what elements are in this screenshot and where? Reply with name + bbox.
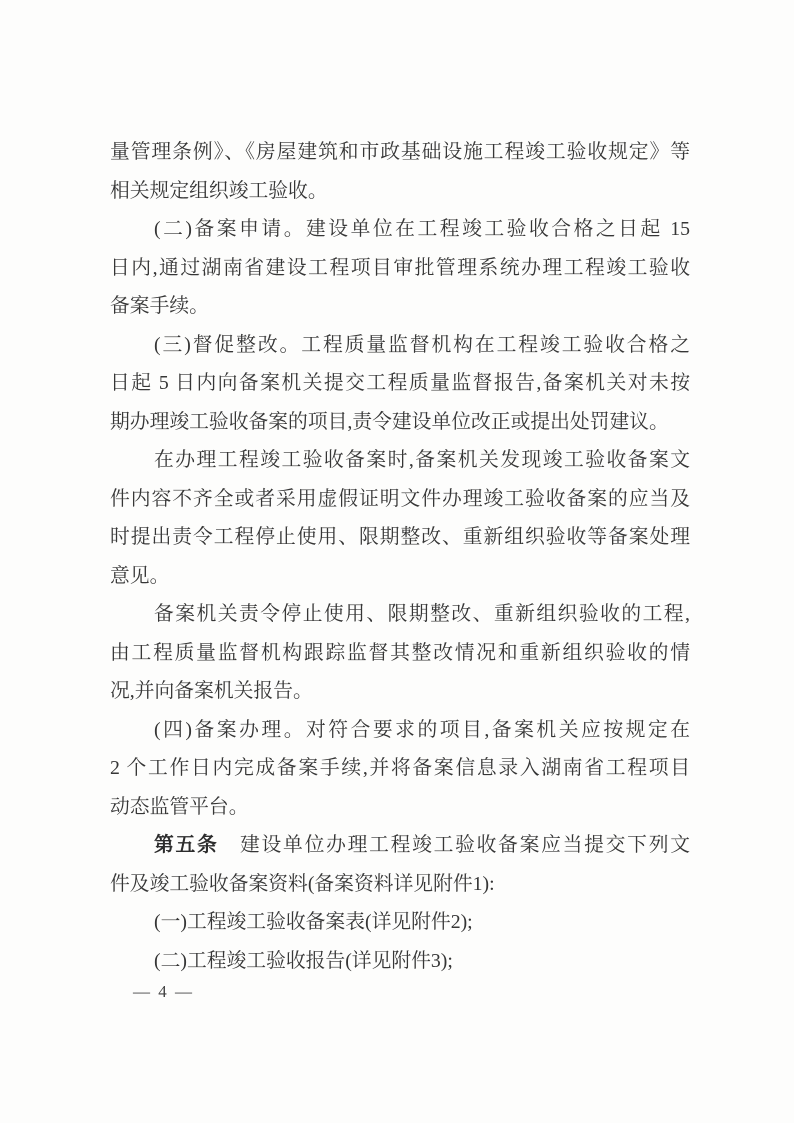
paragraph-body-1 [110,441,690,595]
paragraph-item-3 [110,326,690,442]
text-line: 在办理工程竣工验收备案时,备案机关发现竣工验收备案文 [154,449,690,471]
text-line: 备案手续。 [110,295,209,317]
article-number: 第五条 [154,834,219,856]
text-line: 件内容不齐全或者采用虚假证明文件办理竣工验收备案的应当及 [110,487,690,510]
text-line: 相关规定组织竣工验收。 [110,179,328,202]
text-line: 由工程质量监督机构跟踪监督其整改情况和重新组织验收的情 [110,641,690,664]
text-line: 况,并向备案机关报告。 [110,680,313,702]
text-line [110,826,690,865]
text-line: 件及竣工验收备案资料(备案资料详见附件1): [110,872,495,895]
paragraph-body-2 [110,595,690,711]
paragraph-attachment-1 [110,903,690,942]
text-line: (三)督促整改。工程质量监督机构在工程竣工验收合格之 [154,333,690,356]
paragraph-item-4 [110,711,690,827]
article-text: 建设单位办理工程竣工验收备案应当提交下列文 [218,834,690,856]
text-line: 时提出责令工程停止使用、限期整改、重新组织验收等备案处理 [110,526,690,548]
text-line: (一)工程竣工验收备案表(详见附件2); [154,911,473,933]
text-line: 2 个工作日内完成备案手续,并将备案信息录入湖南省工程项目 [110,757,690,779]
paragraph-article-5 [110,826,690,903]
text-line: 意见。 [110,564,170,587]
text-line: 量管理条例》、《房屋建筑和市政基础设施工程竣工验收规定》等 [110,141,690,163]
page-number: — 4 — [133,982,194,1001]
text-line: (四)备案办理。对符合要求的项目,备案机关应按规定在 [154,718,690,741]
text-line: 日内,通过湖南省建设工程项目审批管理系统办理工程竣工验收 [110,256,690,279]
text-line: 日起 5 日内向备案机关提交工程质量监督报告,备案机关对未按 [110,372,690,394]
text-line: 备案机关责令停止使用、限期整改、重新组织验收的工程, [154,603,690,625]
document-body [110,133,690,980]
text-line: 动态监管平台。 [110,795,249,818]
paragraph-attachment-2 [110,942,690,981]
text-line: 期办理竣工验收备案的项目,责令建设单位改正或提出处罚建议。 [110,410,669,433]
paragraph-item-2 [110,210,690,326]
paragraph-continuation [110,133,690,210]
text-line: (二)工程竣工验收报告(详见附件3); [154,949,453,972]
text-line: (二)备案申请。建设单位在工程竣工验收合格之日起 15 [154,218,690,240]
